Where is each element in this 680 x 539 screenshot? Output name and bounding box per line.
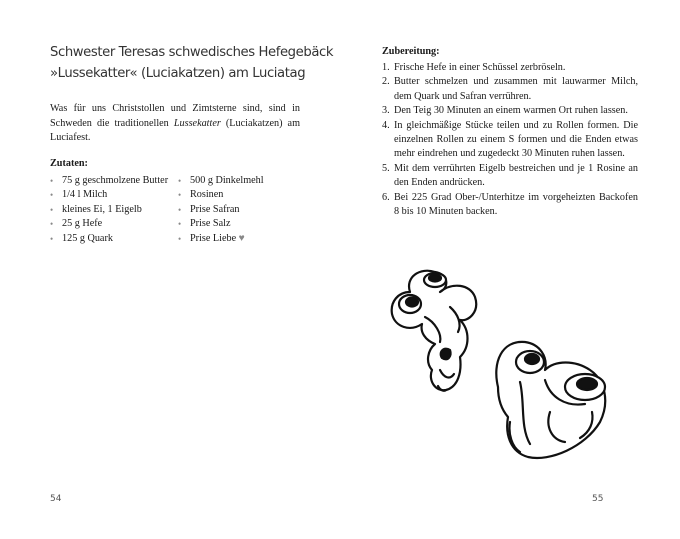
ingredient-item [50, 203, 175, 217]
bullet-icon: • [50, 219, 54, 230]
right-page [340, 0, 680, 539]
title-line-2: »Lussekatter« (Luciakatzen) am Luciatag [50, 66, 306, 81]
page-number-right: 55 [592, 494, 604, 504]
step-number: 2. [382, 76, 390, 88]
curled-bun-left [392, 271, 476, 391]
page-number-left: 54 [50, 494, 62, 504]
step-item [382, 104, 638, 118]
step-text: Frische Hefe in einer Schüssel zerbröseln. [394, 62, 566, 73]
ingredient-text: kleines Ei, 1 Eigelb [62, 203, 142, 215]
intro-paragraph [50, 102, 300, 146]
ingredient-item [50, 174, 175, 188]
ingredient-item [50, 217, 175, 231]
bullet-icon: • [178, 176, 182, 186]
bullet-icon: • [178, 233, 182, 244]
step-text: Bei 225 Grad Ober-/Unterhitze im vorgeheizten Backofen 8 bis 10 Minuten backen. [394, 191, 638, 218]
ingredients-list-col2 [178, 174, 288, 246]
step-number: 3. [382, 105, 390, 117]
intro-italic-term: Lussekatter [173, 117, 221, 129]
ingredient-text: 25 g Hefe [62, 218, 103, 230]
step-number: 5. [382, 162, 390, 174]
bullet-icon: • [50, 190, 54, 201]
step-item [382, 61, 638, 75]
bullet-icon: • [178, 219, 182, 230]
step-number: 4. [382, 119, 390, 131]
heart-icon: ♥ [238, 232, 245, 244]
step-item [382, 162, 638, 191]
bullet-icon: • [50, 176, 54, 186]
steps-heading: Zubereitung: [382, 46, 440, 57]
step-item [382, 119, 638, 162]
ingredient-item [50, 232, 175, 246]
ingredients-list-col1 [50, 174, 175, 246]
lussekatter-illustration [380, 262, 640, 472]
ingredient-text: Prise Safran [190, 203, 240, 215]
ingredient-item [178, 174, 288, 188]
step-item [382, 75, 638, 104]
ingredient-text: 500 g Dinkelmehl [190, 175, 264, 186]
step-number: 6. [382, 191, 390, 203]
ingredients-heading: Zutaten: [50, 158, 88, 169]
ingredient-text: Prise Salz [190, 218, 231, 230]
ingredient-text: 125 g Quark [62, 232, 113, 244]
bullet-icon: • [50, 204, 54, 215]
ingredient-text: Prise Liebe [190, 232, 237, 244]
bullet-icon: • [50, 233, 54, 244]
intro-text-after: (Luciakatzen) am Luciafest. [50, 117, 300, 144]
steps-list [382, 61, 638, 219]
ingredient-item [178, 232, 288, 246]
bullet-icon: • [178, 190, 182, 201]
ingredient-text: Rosinen [190, 189, 224, 201]
ingredient-text: 75 g geschmolzene Butter [62, 175, 169, 186]
ingredient-text: 1/4 l Milch [62, 189, 108, 201]
ingredient-item [178, 203, 288, 217]
title-line-1: Schwester Teresas schwedisches Hefegebäck [50, 45, 334, 60]
ingredient-item [178, 188, 288, 202]
step-number: 1. [382, 62, 390, 73]
recipe-title [50, 42, 334, 84]
ingredient-item [50, 188, 175, 202]
bullet-icon: • [178, 204, 182, 215]
intro-text-before: Was für uns Christstollen und Zimtsterne sind, sind in Schweden die traditionellen [50, 103, 300, 129]
step-text: Den Teig 30 Minuten an einem warmen Ort ruhen lassen. [394, 105, 628, 117]
step-item [382, 191, 638, 220]
step-text: Butter schmelzen und zusammen mit lauwarmer Milch, dem Quark und Safran verrühren. [394, 76, 638, 102]
step-text: Mit dem verrührten Eigelb bestreichen und je 1 Rosine an den Enden andrücken. [394, 162, 638, 189]
step-text: In gleichmäßige Stücke teilen und zu Rollen formen. Die einzelnen Rollen zu einem S formen und die Enden etwas mehr eindrehen und zugedeckt 30 Minuten ruhen lassen. [394, 119, 638, 160]
heart-shaped-bun [496, 342, 605, 458]
ingredient-item [178, 217, 288, 231]
